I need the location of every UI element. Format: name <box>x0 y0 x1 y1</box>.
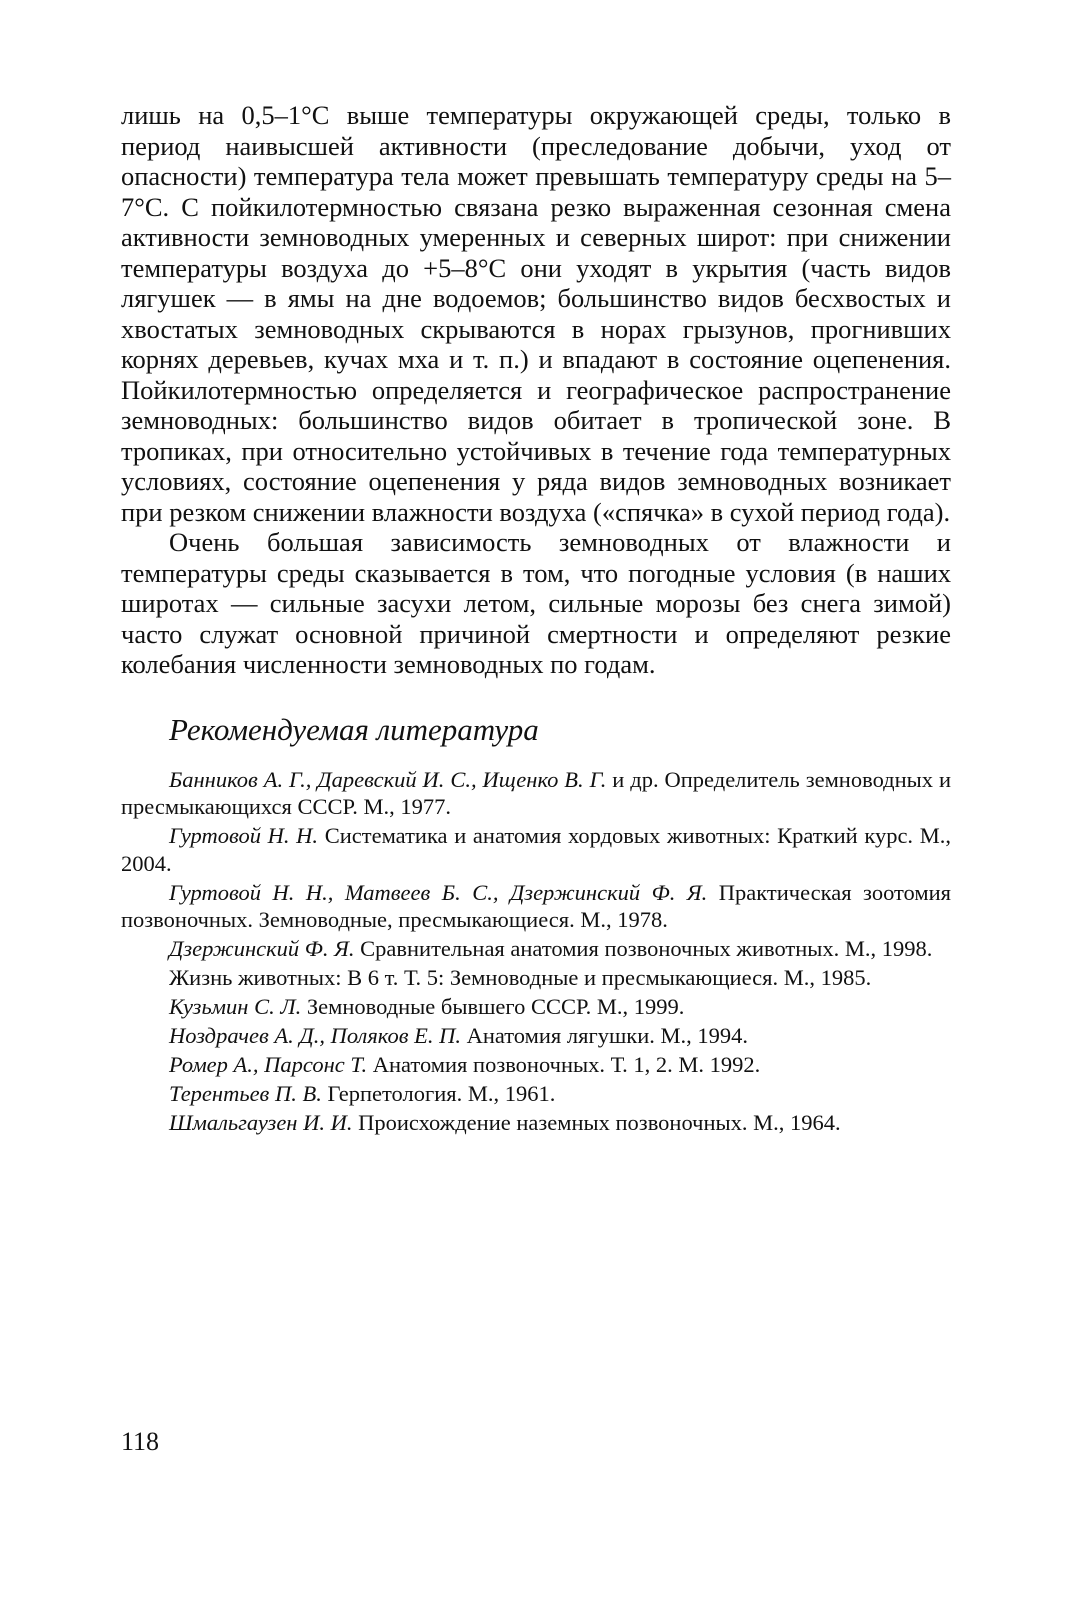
reference-item <box>121 1051 951 1079</box>
body-paragraph: Очень большая зависимость земноводных от влажности и температуры среды сказывается в том, что погодные условия (в наших широтах — сильные засухи летом, сильные морозы без снега зимой) часто служат основной причиной смертности и определяют резкие колебания численности земноводных по годам. <box>121 527 951 679</box>
page-number: 118 <box>121 1427 160 1456</box>
reference-text: Жизнь животных: В 6 т. Т. 5: Земноводные и пресмыкающиеся. М., 1985. <box>169 965 872 990</box>
reference-list <box>121 766 951 1137</box>
reference-item <box>121 1080 951 1108</box>
reference-item <box>121 879 951 934</box>
reference-text: Земноводные бывшего СССР. М., 1999. <box>301 994 685 1019</box>
reference-item <box>121 766 951 821</box>
reference-item <box>121 822 951 877</box>
reference-item <box>121 1109 951 1137</box>
reference-item <box>121 1022 951 1050</box>
reference-text: Сравнительная анатомия позвоночных животных. М., 1998. <box>354 936 933 961</box>
reference-text: Анатомия позвоночных. Т. 1, 2. М. 1992. <box>367 1052 761 1077</box>
reference-text: Герпетология. М., 1961. <box>321 1081 556 1106</box>
reference-author: Терентьев П. В. <box>169 1081 322 1106</box>
section-title: Рекомендуемая литература <box>169 711 539 747</box>
reference-author: Дзержинский Ф. Я. <box>169 936 355 961</box>
reference-author: Гуртовой Н. Н. <box>169 823 319 848</box>
reference-item <box>121 993 951 1021</box>
reference-author: Ромер А., Парсонс Т. <box>169 1052 368 1077</box>
page-content <box>121 100 951 1138</box>
body-text <box>121 100 951 680</box>
reference-author: Гуртовой Н. Н., Матвеев Б. С., Дзержинский Ф. Я. <box>169 879 708 905</box>
reference-text: и др. Определитель земноводных и пресмыкающихся СССР. М., 1977. <box>121 766 952 819</box>
reference-text: Анатомия лягушки. М., 1994. <box>460 1023 748 1048</box>
reference-text: Систематика и анатомия хордовых животных: Краткий курс. М., 2004. <box>121 823 951 876</box>
reference-author: Кузьмин С. Л. <box>169 994 302 1019</box>
reference-item <box>121 935 951 963</box>
reference-author: Шмальгаузен И. И. <box>169 1110 353 1135</box>
reference-text: Происхождение наземных позвоночных. М., 1964. <box>352 1110 841 1135</box>
reference-author: Ноздрачев А. Д., Поляков Е. П. <box>169 1023 461 1048</box>
reference-item <box>121 964 951 992</box>
body-paragraph: лишь на 0,5–1°С выше температуры окружающей среды, только в период наивысшей активности (преследование добычи, уход от опасности) температура тела может превышать температуру среды на 5–7°С. С пойкилотермностью связана резко выраженная сезонная смена активности земноводных умеренных и северных широт: при снижении температуры воздуха до +5–8°С они уходят в укрытия (часть видов лягушек — в ямы на дне водоемов; большинство видов бесхвостых и хвостатых земноводных скрываются в норах грызунов, прогнивших корнях деревьев, кучах мха и т. п.) и впадают в состояние оцепенения. Пойкилотермностью определяется и географическое распространение земноводных: большинство видов обитает в тропической зоне. В тропиках, при относительно устойчивых в течение года температурных условиях, состояние оцепенения у ряда видов земноводных возникает при резком снижении влажности воздуха («спячка» в сухой период года). <box>121 100 951 527</box>
reference-author: Банников А. Г., Даревский И. С., Ищенко В. Г. <box>169 766 607 792</box>
reference-text: Практическая зоотомия позвоночных. Земноводные, пресмыкающиеся. М., 1978. <box>121 879 952 932</box>
